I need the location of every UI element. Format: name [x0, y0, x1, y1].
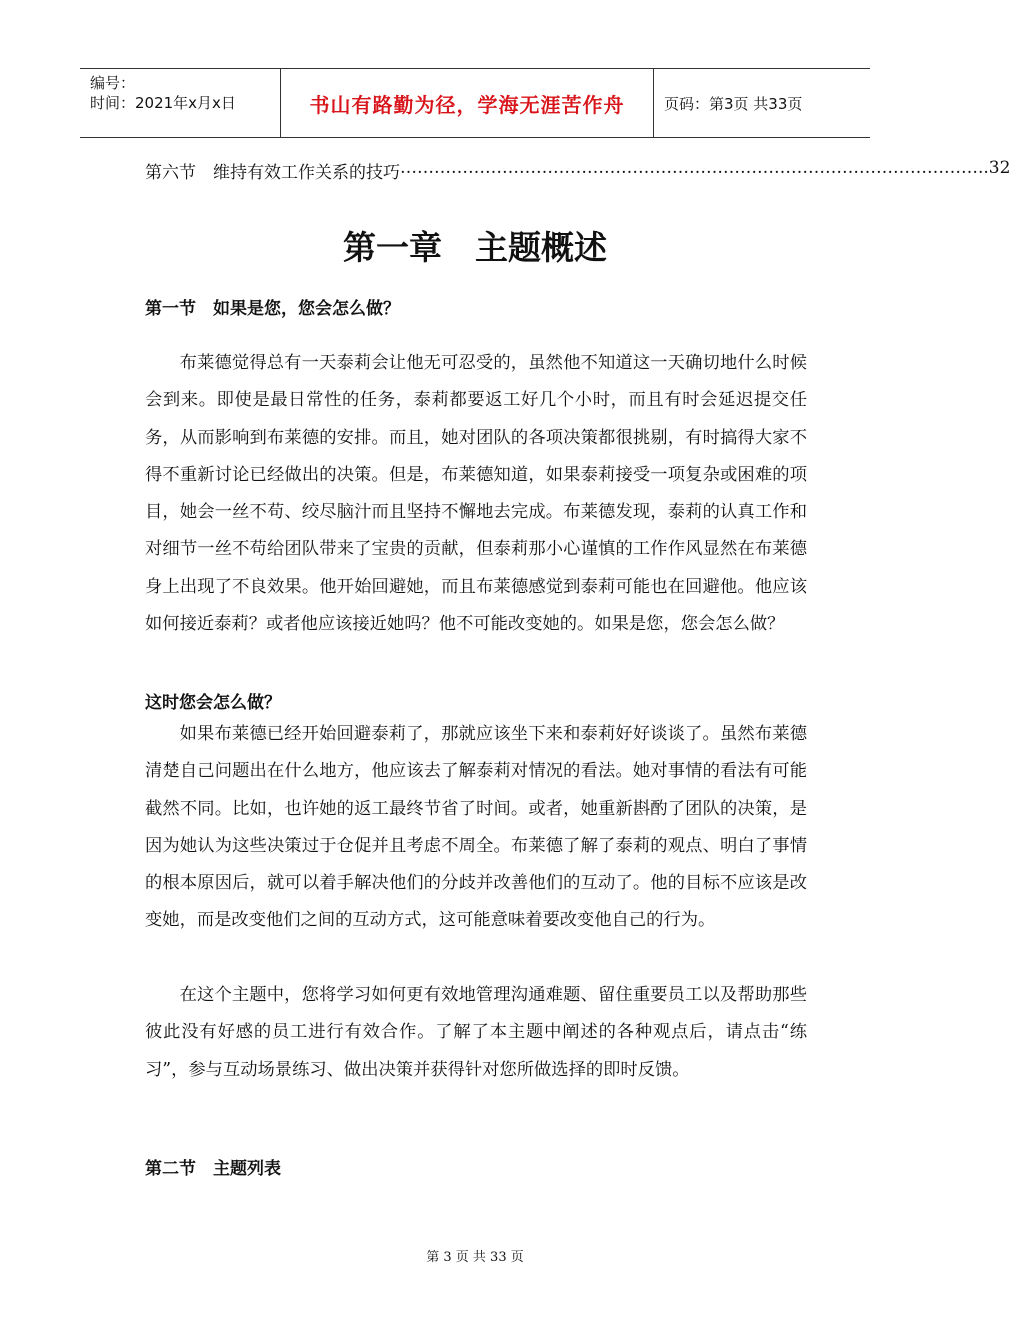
header-page-info-cell	[654, 69, 870, 137]
answer-paragraph-2: 在这个主题中，您将学习如何更有效地管理沟通难题、留住重要员工以及帮助那些彼此没有好感的员工进行有效合作。了解了本主题中阐述的各种观点后，请点击“练习”，参与互动场景练习、做出决策并获得针对您所做选择的即时反馈。	[145, 985, 807, 1080]
page-footer: 第 3 页 共 33 页	[426, 1250, 524, 1265]
header-meta	[80, 69, 280, 137]
date-line: 时间：2021年x月x日	[90, 94, 236, 112]
header-page-info: 页码：第3页 共33页	[664, 94, 803, 113]
toc-leader: …………………………………………………………………………………………	[400, 158, 978, 178]
toc-page-number: ..32	[978, 158, 1010, 178]
chapter-title	[0, 222, 950, 269]
section1-paragraph: 布莱德觉得总有一天泰莉会让他无可忍受的，虽然他不知道这一天确切地什么时候会到来。即使是最日常性的任务，泰莉都要返工好几个小时，而且有时会延迟提交任务，从而影响到布莱德的安排。而且，她对团队的各项决策都很挑剔，有时搞得大家不得不重新讨论已经做出的决策。但是，布莱德知道，如果泰莉接受一项复杂或困难的项目，她会一丝不苟、绞尽脑汁而且坚持不懈地去完成。布莱德发现，泰莉的认真工作和对细节一丝不苟给团队带来了宝贵的贡献，但泰莉那小心谨慎的工作作风显然在布莱德身上出现了不良效果。他开始回避她，而且布莱德感觉到泰莉可能也在回避他。他应该如何接近泰莉？或者他应该接近她吗？他不可能改变她的。如果是您，您会怎么做？	[145, 353, 807, 635]
answer-paragraph-1: 如果布莱德已经开始回避泰莉了，那就应该坐下来和泰莉好好谈谈了。虽然布莱德清楚自己问题出在什么地方，他应该去了解泰莉对情况的看法。她对事情的看法有可能截然不同。比如，也许她的返工最终节省了时间。或者，她重新斟酌了团队的决策，是因为她认为这些决策过于仓促并且考虑不周全。布莱德了解了泰莉的观点、明白了事情的根本原因后，就可以着手解决他们的分歧并改善他们的互动了。他的目标不应该是改变她，而是改变他们之间的互动方式，这可能意味着要改变他自己的行为。	[145, 724, 807, 931]
page-header	[80, 68, 870, 138]
answer-heading: 这时您会怎么做？	[145, 693, 281, 713]
toc-entry-label: 第六节 维持有效工作关系的技巧	[145, 163, 400, 183]
section-heading: 第一节 如果是您，您会怎么做？	[145, 299, 400, 319]
header-motto: 书山有路勤为径，学海无涯苦作舟	[309, 92, 625, 117]
header-motto-cell	[280, 69, 654, 137]
chapter-title-text: 第一章 主题概述	[343, 228, 607, 267]
serial-label: 编号：	[90, 74, 136, 92]
section2-heading: 第二节 主题列表	[145, 1159, 281, 1179]
toc-entry	[145, 158, 1010, 183]
